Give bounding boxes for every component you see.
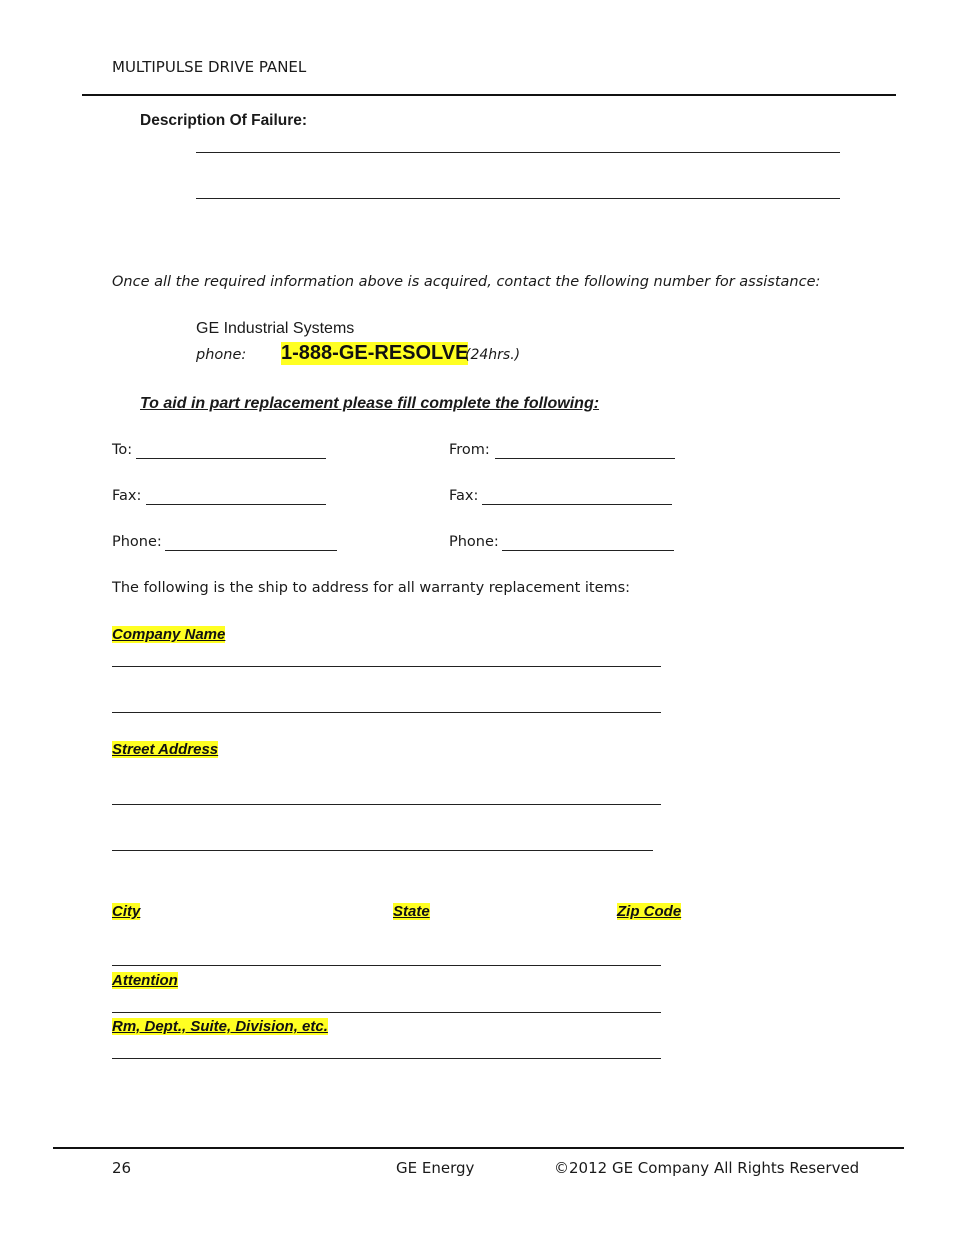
attention-line[interactable] [112, 1012, 661, 1013]
from-label: From: [449, 442, 490, 458]
room-label: Rm, Dept., Suite, Division, etc. [112, 1018, 328, 1035]
phone-left-field[interactable] [165, 550, 337, 551]
failure-label: Description Of Failure: [140, 112, 308, 129]
to-label: To: [112, 442, 133, 458]
failure-line-1[interactable] [196, 152, 840, 153]
phone-right-field[interactable] [502, 550, 674, 551]
phone-left-label: Phone: [112, 534, 162, 550]
assist-phone-number: 1-888-GE-RESOLVE [281, 342, 469, 364]
assist-company: GE Industrial Systems [196, 320, 355, 337]
phone-right-label: Phone: [449, 534, 499, 550]
from-field[interactable] [495, 458, 675, 459]
street-address-line-1[interactable] [112, 804, 661, 805]
street-address-line-2[interactable] [112, 850, 653, 851]
company-name-label: Company Name [112, 626, 226, 643]
assist-phone-hours: (24hrs.) [465, 347, 521, 363]
assist-phone-label: phone: [196, 347, 247, 363]
fax-left-label: Fax: [112, 488, 142, 504]
room-line[interactable] [112, 1058, 661, 1059]
company-name-line-1[interactable] [112, 666, 661, 667]
attention-label: Attention [112, 972, 178, 989]
assist-instruction: Once all the required information above is acquired, contact the following number for assistance: [112, 274, 821, 290]
street-address-label: Street Address [112, 741, 219, 758]
city-label: City [112, 903, 141, 920]
footer-copyright: ©2012 GE Company All Rights Reserved [554, 1159, 860, 1177]
replacement-heading: To aid in part replacement please fill complete the following: [140, 395, 600, 412]
ship-note: The following is the ship to address for all warranty replacement items: [112, 580, 631, 596]
to-field[interactable] [136, 458, 326, 459]
state-label: State [393, 903, 430, 920]
footer-divider [53, 1147, 904, 1149]
page-header-title: MULTIPULSE DRIVE PANEL [112, 58, 307, 76]
zip-label: Zip Code [617, 903, 682, 920]
footer-page-number: 26 [112, 1159, 132, 1177]
company-name-line-2[interactable] [112, 712, 661, 713]
fax-left-field[interactable] [146, 504, 326, 505]
fax-right-field[interactable] [482, 504, 672, 505]
fax-right-label: Fax: [449, 488, 479, 504]
header-divider [82, 94, 896, 96]
footer-brand: GE Energy [396, 1159, 475, 1177]
failure-line-2[interactable] [196, 198, 840, 199]
city-state-zip-line[interactable] [112, 965, 661, 966]
